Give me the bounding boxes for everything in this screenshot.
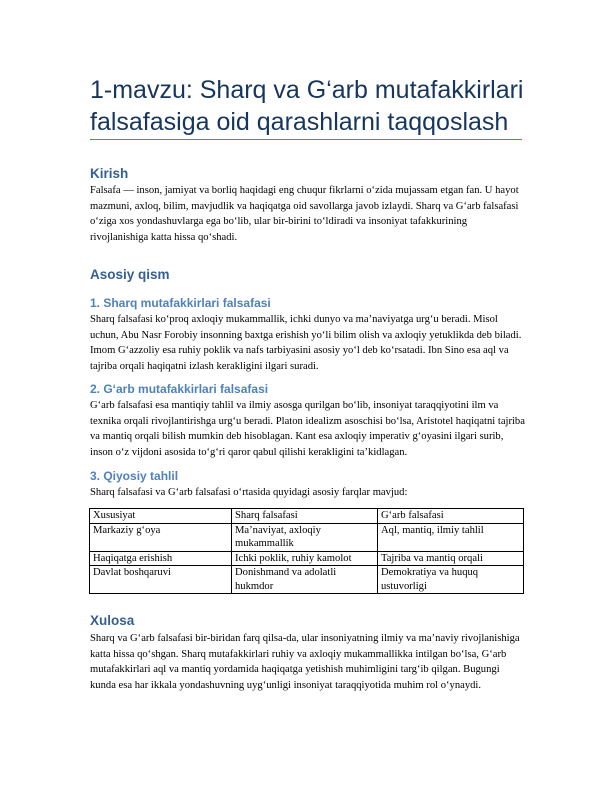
document-title: 1-mavzu: Sharq va G‘arb mutafakkirlari falsafasiga oid qarashlarni taqqoslash [90,76,524,136]
table-cell: Davlat boshqaruvi [90,566,232,594]
table-row [90,551,524,566]
main-heading: Asosiy qism [90,267,170,282]
table-cell: Demokratiya va huquq ustuvorligi [378,566,524,594]
table-header-cell: G‘arb falsafasi [378,509,524,524]
table-header-cell: Xususiyat [90,509,232,524]
table-header-cell: Sharq falsafasi [232,509,378,524]
intro-heading: Kirish [90,166,129,181]
section-compare-heading: 3. Qiyosiy tahlil [90,469,179,483]
table-cell: Aql, mantiq, ilmiy tahlil [378,523,524,551]
table-cell: Tajriba va mantiq orqali [378,551,524,566]
table-row [90,523,524,551]
table-row [90,566,524,594]
title-underline [90,139,522,140]
conclusion-heading: Xulosa [90,613,135,628]
table-cell: Markaziy g‘oya [90,523,232,551]
section-west-heading: 2. G‘arb mutafakkirlari falsafasi [90,382,269,396]
comparison-table [89,508,524,594]
table-cell: Haqiqatga erishish [90,551,232,566]
table-header-row [90,509,524,524]
section-compare-text: Sharq falsafasi va G‘arb falsafasi o‘rtasida quyidagi asosiy farqlar mavjud: [90,487,408,498]
section-west-text: G‘arb falsafasi esa mantiqiy tahlil va ilmiy asosga qurilgan bo‘lib, insoniyat taraqqiyotini ilm va texnika orqali rivojlantirishga urg‘u beradi. Platon idealizm asoschisi bo‘lsa, Aristotel haqiqatni tajriba va mantiq orqali bilish mumkin deb hisoblagan. Kant esa axloqiy imperativ g‘oyasini ilgari surib, inson o‘z vijdoni asosida to‘g‘ri qaror qabul qilishi kerakligini ta’kidlagan. [90,400,525,458]
conclusion-text: Sharq va G‘arb falsafasi bir-biridan farq qilsa-da, ular insoniyatning ilmiy va ma’naviy rivojlanishiga katta hissa qo‘shgan. Sharq mutafakkirlari ruhiy va axloqiy mukammallikka intilgan bo‘lsa, G‘arb mutafakkirlari aql va mantiq yordamida haqiqatga yetishish muhimligini targ‘ib qilgan. Bugungi kunda esa har ikkala yondashuvning uyg‘unligi insoniyat taraqqiyotida muhim rol o‘ynaydi. [90,633,520,691]
intro-text: Falsafa — inson, jamiyat va borliq haqidagi eng chuqur fikrlarni o‘zida mujassam etgan fan. U hayot mazmuni, axloq, bilim, mavjudlik va haqiqatga oid savollarga javob izlaydi. Sharq va G‘arb falsafasi o‘ziga xos yondashuvlarga ega bo‘lib, ular bir-birini to‘ldiradi va insoniyat tafakkurining rivojlanishiga katta hissa qo‘shadi. [90,185,519,243]
section-east-text: Sharq falsafasi ko‘proq axloqiy mukammallik, ichki dunyo va ma’naviyatga urg‘u beradi. Misol uchun, Abu Nasr Forobiy insonning baxtga erishish yo‘li bilim olish va axloqiy yetuklikda deb biladi. Imom G‘azzoliy esa ruhiy poklik va nafs tarbiyasini asosiy yo‘l deb ko‘rsatadi. Ibn Sino esa aql va tajriba orqali haqiqatni izlash kerakligini ilgari suradi. [90,314,522,372]
table-cell: Ichki poklik, ruhiy kamolot [232,551,378,566]
section-east-heading: 1. Sharq mutafakkirlari falsafasi [90,296,271,310]
table-cell: Donishmand va adolatli hukmdor [232,566,378,594]
table-cell: Ma’naviyat, axloqiy mukammallik [232,523,378,551]
